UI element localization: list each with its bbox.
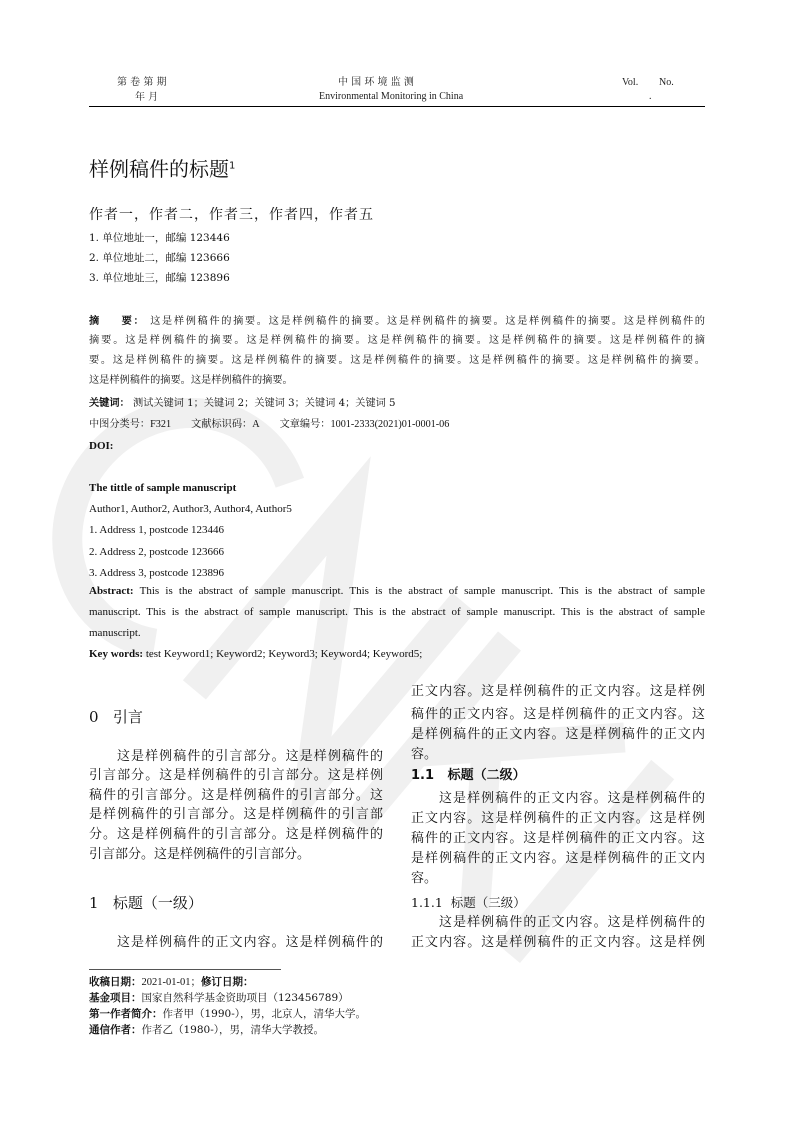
fund-text: 国家自然科学基金资助项目（123456789） [141, 992, 349, 1004]
first-author-label: 第一作者简介： [89, 1008, 163, 1020]
header-no: No. [659, 77, 674, 88]
revised-label: 修订日期： [201, 976, 254, 988]
body-line: 这是样例稿件的正文内容。这是样例稿件的 [117, 935, 383, 950]
section-1-1-heading: 1.1 标题（二级） [411, 768, 526, 783]
keywords [89, 397, 396, 410]
abstract-text: 这是样例稿件的摘要。这是样例稿件的摘要。这是样例稿件的摘要。这是样例稿件的摘要。这是样例稿件的 [150, 316, 705, 327]
keywords-label: 关键词： [89, 398, 130, 409]
clc-value: F321 [150, 419, 172, 430]
fund-label: 基金项目： [89, 992, 142, 1004]
title-footnote-mark: 1 [229, 160, 236, 172]
en-title: The tittle of sample manuscript [89, 482, 237, 494]
intro-line: 引言部分。这是样例稿件的引言部分。这是样例 [89, 768, 383, 783]
intro-line: 是样例稿件的引言部分。这是样例稿件的引言部 [89, 807, 383, 822]
body-line: 正文内容。这是样例稿件的正文内容。这是样例 [411, 811, 705, 826]
en-abstract-line-3: manuscript. [89, 627, 141, 639]
body-line: 这是样例稿件的正文内容。这是样例稿件的 [439, 915, 705, 930]
abstract-label: 摘 要： [89, 316, 146, 327]
paper-title [89, 157, 235, 181]
body-line: 这是样例稿件的正文内容。这是样例稿件的 [439, 791, 705, 806]
body-line: 容。 [411, 747, 438, 762]
header-issue: 第 卷 第 期 [117, 77, 167, 88]
footnote-rule [89, 969, 281, 970]
body-line: 稿件的正文内容。这是样例稿件的正文内容。这 [411, 707, 705, 722]
en-affiliation-1: 1. Address 1, postcode 123446 [89, 524, 225, 536]
body-line: 是样例稿件的正文内容。这是样例稿件的正文内 [411, 851, 705, 866]
body-line: 稿件的正文内容。这是样例稿件的正文内容。这 [411, 831, 705, 846]
header-rule [89, 106, 705, 107]
footnote-received [89, 976, 254, 989]
abstract-line-1 [89, 315, 705, 328]
body-line: 正文内容。这是样例稿件的正文内容。这是样例 [411, 935, 705, 950]
keywords-text: 测试关键词 1；关键词 2；关键词 3；关键词 4；关键词 5 [133, 398, 396, 409]
doc-code-value: A [252, 419, 260, 430]
en-keywords-label: Key words: [89, 648, 144, 660]
received-label: 收稿日期： [89, 976, 142, 988]
en-abstract-text: This is the abstract of sample manuscript. This is the abstract of sample manuscript. This is the abstract of sample [139, 585, 705, 597]
clc-label: 中图分类号： [89, 419, 151, 430]
classification-line [89, 418, 449, 431]
en-abstract-line-1 [89, 584, 705, 598]
body-line: 是样例稿件的正文内容。这是样例稿件的正文内 [411, 727, 705, 742]
abstract-line-4: 这是样例稿件的摘要。这是样例稿件的摘要。 [89, 375, 293, 386]
article-no-label: 文章编号： [279, 419, 331, 430]
en-affiliation-2: 2. Address 2, postcode 123666 [89, 546, 225, 558]
affiliation-2: 2. 单位地址二，邮编 123666 [89, 252, 230, 264]
en-authors: Author1, Author2, Author3, Author4, Author5 [89, 503, 292, 515]
doi-label: DOI: [89, 440, 114, 452]
en-keywords [89, 647, 422, 661]
body-line: 容。 [411, 871, 438, 886]
abstract-line-3: 要。这是样例稿件的摘要。这是样例稿件的摘要。这是样例稿件的摘要。这是样例稿件的摘要。这是样例稿件的摘要。 [89, 355, 705, 366]
title-text: 样例稿件的标题 [89, 157, 229, 181]
footnote-corresponding [89, 1024, 324, 1037]
header-dot: . [649, 91, 652, 102]
section-0-heading: 0 引言 [89, 708, 143, 726]
abstract-line-2: 摘要。这是样例稿件的摘要。这是样例稿件的摘要。这是样例稿件的摘要。这是样例稿件的摘要。这是样例稿件的摘 [89, 335, 705, 346]
affiliation-1: 1. 单位地址一，邮编 123446 [89, 232, 230, 244]
intro-line: 分。这是样例稿件的引言部分。这是样例稿件的 [89, 827, 383, 842]
intro-line: 引言部分。这是样例稿件的引言部分。 [89, 847, 311, 862]
header-journal-en: Environmental Monitoring in China [319, 91, 464, 102]
first-author-text: 作者甲（1990-），男，北京人，清华大学。 [162, 1008, 367, 1020]
footnote-first-author [89, 1008, 366, 1021]
en-abstract-line-2: manuscript. This is the abstract of sample manuscript. This is the abstract of sample manuscript. This is the abstract of sample [89, 606, 705, 618]
section-1-1-1-heading: 1.1.1 标题（三级） [411, 895, 526, 910]
en-abstract-label: Abstract: [89, 585, 134, 597]
section-1-heading: 1 标题（一级） [89, 894, 203, 912]
header-vol: Vol. [622, 77, 639, 88]
intro-line: 稿件的引言部分。这是样例稿件的引言部分。这 [89, 788, 383, 803]
doc-code-label: 文献标识码： [191, 419, 253, 430]
corresponding-label: 通信作者： [89, 1024, 142, 1036]
header-date: 年 月 [135, 92, 159, 103]
article-no-value: 1001-2333(2021)01-0001-06 [330, 419, 450, 430]
intro-line: 这是样例稿件的引言部分。这是样例稿件的 [117, 749, 383, 764]
header-journal-cn: 中 国 环 境 监 测 [338, 77, 414, 88]
corresponding-text: 作者乙（1980-），男，清华大学教授。 [141, 1024, 325, 1036]
affiliation-3: 3. 单位地址三，邮编 123896 [89, 272, 230, 284]
footnote-fund [89, 992, 349, 1005]
received-date: 2021-01-01； [141, 977, 201, 988]
authors: 作者一，作者二，作者三，作者四，作者五 [89, 207, 374, 223]
body-line: 正文内容。这是样例稿件的正文内容。这是样例 [411, 684, 705, 699]
en-keywords-text: test Keyword1; Keyword2; Keyword3; Keyword4; Keyword5; [145, 648, 423, 660]
en-affiliation-3: 3. Address 3, postcode 123896 [89, 567, 225, 579]
